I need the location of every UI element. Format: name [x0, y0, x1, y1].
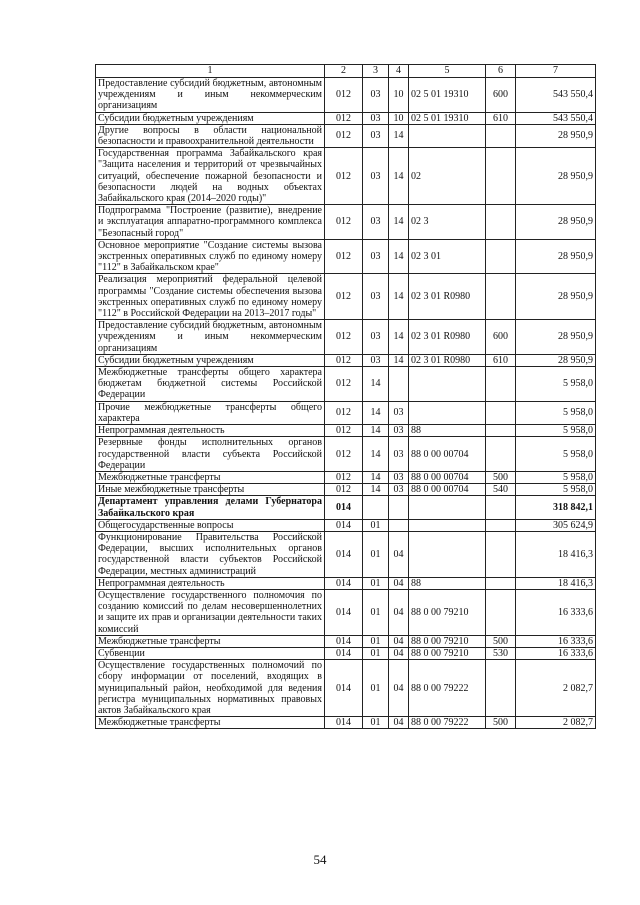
table-row — [96, 401, 596, 424]
section-code-cell: 01 — [363, 647, 389, 659]
table-row — [96, 577, 596, 589]
amount-cell: 16 333,6 — [516, 647, 596, 659]
section-code-cell: 01 — [363, 577, 389, 589]
expense-type-cell — [486, 496, 516, 519]
target-item-cell: 88 0 00 00704 — [409, 484, 486, 496]
row-name-cell: Реализация мероприятий федеральной целевой программы "Создание системы обеспечения вызова экстренных оперативных служб по единому номеру "112" в Российской Федерации на 2013–2017 годы" — [96, 274, 325, 320]
target-item-cell — [409, 531, 486, 577]
subsection-code-cell: 14 — [389, 124, 409, 147]
table-header-row — [96, 65, 596, 78]
amount-cell: 543 550,4 — [516, 112, 596, 124]
admin-code-cell: 012 — [325, 437, 363, 472]
expense-type-cell — [486, 660, 516, 717]
amount-cell: 28 950,9 — [516, 124, 596, 147]
expense-type-cell — [486, 519, 516, 531]
section-code-cell: 01 — [363, 589, 389, 635]
expense-type-cell — [486, 124, 516, 147]
table-row — [96, 354, 596, 366]
admin-code-cell: 012 — [325, 112, 363, 124]
section-code-cell: 03 — [363, 354, 389, 366]
amount-cell: 5 958,0 — [516, 471, 596, 483]
admin-code-cell: 012 — [325, 78, 363, 113]
section-code-cell: 14 — [363, 425, 389, 437]
table-row — [96, 124, 596, 147]
target-item-cell: 88 0 00 79210 — [409, 589, 486, 635]
table-row — [96, 78, 596, 113]
table-row — [96, 647, 596, 659]
amount-cell: 2 082,7 — [516, 717, 596, 729]
subsection-code-cell: 04 — [389, 717, 409, 729]
target-item-cell — [409, 496, 486, 519]
admin-code-cell: 014 — [325, 577, 363, 589]
subsection-code-cell: 03 — [389, 401, 409, 424]
expense-type-cell: 530 — [486, 647, 516, 659]
section-code-cell: 03 — [363, 78, 389, 113]
admin-code-cell: 014 — [325, 496, 363, 519]
subsection-code-cell: 03 — [389, 484, 409, 496]
admin-code-cell: 014 — [325, 717, 363, 729]
section-code-cell: 14 — [363, 367, 389, 402]
amount-cell: 543 550,4 — [516, 78, 596, 113]
amount-cell: 5 958,0 — [516, 484, 596, 496]
header-cell: 6 — [486, 65, 516, 78]
target-item-cell: 02 — [409, 148, 486, 205]
subsection-code-cell: 04 — [389, 589, 409, 635]
row-name-cell: Департамент управления делами Губернатора Забайкальского края — [96, 496, 325, 519]
target-item-cell: 02 3 01 R0980 — [409, 354, 486, 366]
section-code-cell: 14 — [363, 484, 389, 496]
subsection-code-cell: 03 — [389, 471, 409, 483]
row-name-cell: Непрограммная деятельность — [96, 425, 325, 437]
admin-code-cell: 014 — [325, 531, 363, 577]
header-cell: 2 — [325, 65, 363, 78]
target-item-cell: 88 0 00 79222 — [409, 717, 486, 729]
amount-cell: 5 958,0 — [516, 367, 596, 402]
subsection-code-cell: 10 — [389, 78, 409, 113]
section-code-cell: 14 — [363, 437, 389, 472]
admin-code-cell: 014 — [325, 635, 363, 647]
row-name-cell: Непрограммная деятельность — [96, 577, 325, 589]
amount-cell: 16 333,6 — [516, 589, 596, 635]
row-name-cell: Предоставление субсидий бюджетным, автономным учреждениям и иным некоммерческим организациям — [96, 320, 325, 355]
target-item-cell — [409, 401, 486, 424]
subsection-code-cell: 14 — [389, 320, 409, 355]
table-row — [96, 531, 596, 577]
section-code-cell: 01 — [363, 519, 389, 531]
amount-cell: 18 416,3 — [516, 577, 596, 589]
expense-type-cell — [486, 239, 516, 274]
table-row — [96, 148, 596, 205]
table-row — [96, 496, 596, 519]
subsection-code-cell: 04 — [389, 635, 409, 647]
amount-cell: 318 842,1 — [516, 496, 596, 519]
target-item-cell: 88 0 00 00704 — [409, 471, 486, 483]
section-code-cell: 01 — [363, 660, 389, 717]
table-row — [96, 437, 596, 472]
section-code-cell: 03 — [363, 320, 389, 355]
expense-type-cell: 610 — [486, 112, 516, 124]
expense-type-cell — [486, 205, 516, 240]
row-name-cell: Межбюджетные трансферты — [96, 717, 325, 729]
expense-type-cell — [486, 148, 516, 205]
target-item-cell — [409, 519, 486, 531]
target-item-cell: 02 3 01 R0980 — [409, 320, 486, 355]
amount-cell: 28 950,9 — [516, 205, 596, 240]
table-row — [96, 484, 596, 496]
target-item-cell: 88 — [409, 425, 486, 437]
amount-cell: 18 416,3 — [516, 531, 596, 577]
table-row — [96, 471, 596, 483]
expense-type-cell: 500 — [486, 635, 516, 647]
section-code-cell — [363, 496, 389, 519]
expense-type-cell: 610 — [486, 354, 516, 366]
section-code-cell: 03 — [363, 205, 389, 240]
subsection-code-cell: 04 — [389, 647, 409, 659]
admin-code-cell: 014 — [325, 519, 363, 531]
subsection-code-cell: 14 — [389, 148, 409, 205]
row-name-cell: Резервные фонды исполнительных органов государственной власти субъекта Российской Федерации — [96, 437, 325, 472]
table-row — [96, 717, 596, 729]
target-item-cell: 88 0 00 79210 — [409, 647, 486, 659]
target-item-cell: 88 0 00 79222 — [409, 660, 486, 717]
table-row — [96, 425, 596, 437]
row-name-cell: Подпрограмма "Построение (развитие), внедрение и эксплуатация аппаратно-программного комплекса "Безопасный город" — [96, 205, 325, 240]
expense-type-cell: 600 — [486, 320, 516, 355]
amount-cell: 28 950,9 — [516, 239, 596, 274]
row-name-cell: Межбюджетные трансферты — [96, 471, 325, 483]
budget-table — [95, 64, 596, 729]
admin-code-cell: 012 — [325, 484, 363, 496]
amount-cell: 5 958,0 — [516, 425, 596, 437]
expense-type-cell — [486, 589, 516, 635]
row-name-cell: Прочие межбюджетные трансферты общего характера — [96, 401, 325, 424]
section-code-cell: 14 — [363, 471, 389, 483]
expense-type-cell: 500 — [486, 471, 516, 483]
table-row — [96, 660, 596, 717]
table-row — [96, 274, 596, 320]
header-cell: 4 — [389, 65, 409, 78]
target-item-cell — [409, 124, 486, 147]
amount-cell: 28 950,9 — [516, 148, 596, 205]
section-code-cell: 01 — [363, 531, 389, 577]
row-name-cell: Межбюджетные трансферты общего характера бюджетам бюджетной системы Российской Федерации — [96, 367, 325, 402]
section-code-cell: 14 — [363, 401, 389, 424]
target-item-cell: 02 5 01 19310 — [409, 112, 486, 124]
admin-code-cell: 012 — [325, 205, 363, 240]
amount-cell: 2 082,7 — [516, 660, 596, 717]
admin-code-cell: 012 — [325, 239, 363, 274]
admin-code-cell: 012 — [325, 354, 363, 366]
section-code-cell: 01 — [363, 635, 389, 647]
admin-code-cell: 014 — [325, 589, 363, 635]
row-name-cell: Осуществление государственного полномочия по созданию комиссий по делам несовершеннолетних и защите их прав и организации деятельности таких комиссий — [96, 589, 325, 635]
target-item-cell: 02 3 01 — [409, 239, 486, 274]
amount-cell: 28 950,9 — [516, 354, 596, 366]
section-code-cell: 03 — [363, 239, 389, 274]
row-name-cell: Осуществление государственных полномочий по сбору информации от поселений, входящих в муниципальный район, необходимой для ведения регистра муниципальных нормативных правовых актов Забайкальского края — [96, 660, 325, 717]
row-name-cell: Общегосударственные вопросы — [96, 519, 325, 531]
subsection-code-cell — [389, 367, 409, 402]
admin-code-cell: 012 — [325, 367, 363, 402]
table-row — [96, 635, 596, 647]
amount-cell: 28 950,9 — [516, 320, 596, 355]
section-code-cell: 03 — [363, 124, 389, 147]
subsection-code-cell — [389, 519, 409, 531]
subsection-code-cell: 04 — [389, 531, 409, 577]
expense-type-cell: 540 — [486, 484, 516, 496]
target-item-cell — [409, 367, 486, 402]
table-row — [96, 589, 596, 635]
table-row — [96, 205, 596, 240]
target-item-cell: 88 0 00 00704 — [409, 437, 486, 472]
row-name-cell: Функционирование Правительства Российской Федерации, высших исполнительных органов государственной власти субъектов Российской Федерации, местных администраций — [96, 531, 325, 577]
admin-code-cell: 012 — [325, 148, 363, 205]
table-row — [96, 320, 596, 355]
subsection-code-cell: 14 — [389, 205, 409, 240]
admin-code-cell: 014 — [325, 647, 363, 659]
admin-code-cell: 012 — [325, 274, 363, 320]
header-cell: 5 — [409, 65, 486, 78]
expense-type-cell — [486, 274, 516, 320]
table-row — [96, 239, 596, 274]
subsection-code-cell: 04 — [389, 660, 409, 717]
admin-code-cell: 014 — [325, 660, 363, 717]
admin-code-cell: 012 — [325, 320, 363, 355]
target-item-cell: 88 0 00 79210 — [409, 635, 486, 647]
target-item-cell: 02 3 01 R0980 — [409, 274, 486, 320]
row-name-cell: Межбюджетные трансферты — [96, 635, 325, 647]
row-name-cell: Субсидии бюджетным учреждениям — [96, 354, 325, 366]
subsection-code-cell: 03 — [389, 437, 409, 472]
subsection-code-cell: 14 — [389, 354, 409, 366]
amount-cell: 16 333,6 — [516, 635, 596, 647]
subsection-code-cell: 03 — [389, 425, 409, 437]
subsection-code-cell: 10 — [389, 112, 409, 124]
target-item-cell: 02 3 — [409, 205, 486, 240]
row-name-cell: Государственная программа Забайкальского края "Защита населения и территорий от чрезвычайных ситуаций, обеспечение пожарной безопасности и безопасности людей на водных объектах Забайкальского края (2014–2020 годы)" — [96, 148, 325, 205]
header-cell: 3 — [363, 65, 389, 78]
subsection-code-cell: 14 — [389, 239, 409, 274]
admin-code-cell: 012 — [325, 401, 363, 424]
amount-cell: 305 624,9 — [516, 519, 596, 531]
expense-type-cell — [486, 425, 516, 437]
header-cell: 7 — [516, 65, 596, 78]
section-code-cell: 03 — [363, 112, 389, 124]
row-name-cell: Иные межбюджетные трансферты — [96, 484, 325, 496]
page-number: 54 — [313, 852, 327, 867]
subsection-code-cell — [389, 496, 409, 519]
amount-cell: 5 958,0 — [516, 401, 596, 424]
expense-type-cell — [486, 577, 516, 589]
admin-code-cell: 012 — [325, 471, 363, 483]
section-code-cell: 03 — [363, 148, 389, 205]
expense-type-cell: 600 — [486, 78, 516, 113]
expense-type-cell — [486, 401, 516, 424]
admin-code-cell: 012 — [325, 425, 363, 437]
admin-code-cell: 012 — [325, 124, 363, 147]
table-row — [96, 112, 596, 124]
target-item-cell: 02 5 01 19310 — [409, 78, 486, 113]
row-name-cell: Основное мероприятие "Создание системы вызова экстренных оперативных служб по единому номеру "112" в Забайкальском крае" — [96, 239, 325, 274]
expense-type-cell — [486, 531, 516, 577]
subsection-code-cell: 04 — [389, 577, 409, 589]
table-row — [96, 519, 596, 531]
amount-cell: 28 950,9 — [516, 274, 596, 320]
table-row — [96, 367, 596, 402]
row-name-cell: Предоставление субсидий бюджетным, автономным учреждениям и иным некоммерческим организациям — [96, 78, 325, 113]
row-name-cell: Субсидии бюджетным учреждениям — [96, 112, 325, 124]
section-code-cell: 01 — [363, 717, 389, 729]
subsection-code-cell: 14 — [389, 274, 409, 320]
expense-type-cell — [486, 367, 516, 402]
expense-type-cell: 500 — [486, 717, 516, 729]
target-item-cell: 88 — [409, 577, 486, 589]
expense-type-cell — [486, 437, 516, 472]
row-name-cell: Субвенции — [96, 647, 325, 659]
section-code-cell: 03 — [363, 274, 389, 320]
row-name-cell: Другие вопросы в области национальной безопасности и правоохранительной деятельности — [96, 124, 325, 147]
header-cell: 1 — [96, 65, 325, 78]
amount-cell: 5 958,0 — [516, 437, 596, 472]
